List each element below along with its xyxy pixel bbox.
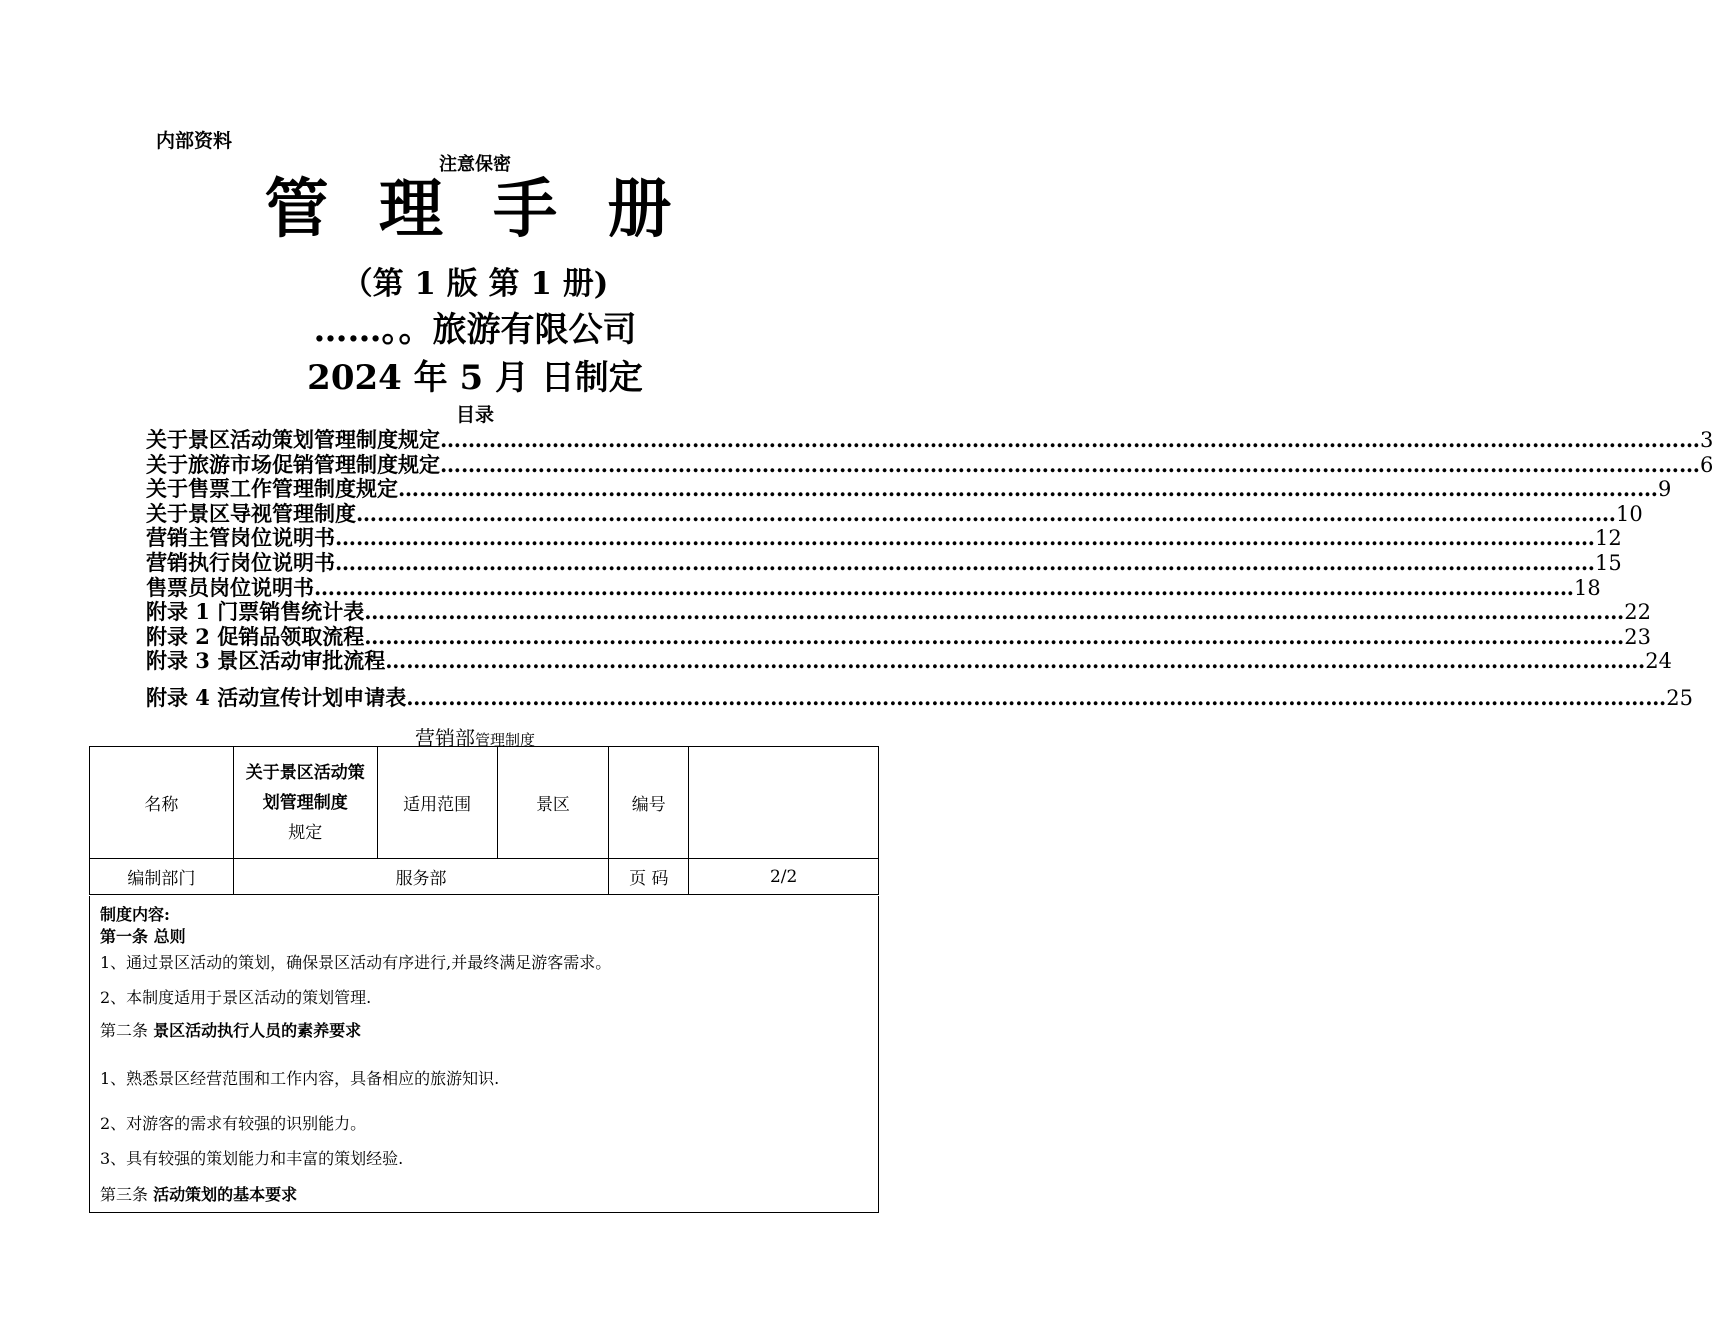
article-1-title: 第一条 总则 <box>100 927 186 946</box>
toc-item-label: 营销执行岗位说明书 <box>146 549 335 575</box>
toc-item-page: 3 <box>1700 428 1713 452</box>
compiling-dept-label: 编制部门 <box>90 859 234 895</box>
toc-item <box>146 522 1622 551</box>
toc-leader-dots: ……………………………………………………………………………………………………………………………………………………………… <box>356 500 1616 526</box>
content-heading: 制度内容: <box>100 905 170 924</box>
scope-value: 景区 <box>497 747 609 859</box>
toc-leader-dots: ……………………………………………………………………………………………………………………………………………………………… <box>314 574 1574 600</box>
toc-leader-dots: ……………………………………………………………………………………………………………………………………………………………… <box>440 451 1700 477</box>
number-label: 编号 <box>609 747 689 859</box>
page-label: 页 码 <box>609 859 689 895</box>
article-1-item-1: 1、通过景区活动的策划，确保景区活动有序进行,并最终满足游客需求。 <box>100 953 612 972</box>
toc-item-label: 附录 2 促销品领取流程 <box>146 623 365 649</box>
toc-item <box>146 449 1713 477</box>
name-label: 名称 <box>90 747 234 859</box>
toc-item-label: 附录 4 活动宣传计划申请表 <box>146 684 407 710</box>
document-name-main: 关于景区活动策划管理制度 <box>245 762 365 813</box>
confidential-label: 注意保密 <box>439 154 511 175</box>
toc-item-label: 关于售票工作管理制度规定 <box>146 476 398 502</box>
toc-leader-dots: ……………………………………………………………………………………………………………………………………………………………… <box>406 684 1667 710</box>
number-value <box>689 747 879 859</box>
toc-item <box>146 498 1643 526</box>
toc-item-label: 关于景区导视管理制度 <box>146 500 356 526</box>
toc-item-page: 18 <box>1574 575 1601 600</box>
toc-item <box>146 596 1651 625</box>
toc-item-label: 关于景区活动策划管理制度规定 <box>146 427 440 452</box>
toc-item-label: 售票员岗位说明书 <box>146 574 314 600</box>
toc-item <box>146 682 1693 710</box>
toc-item-label: 营销主管岗位说明书 <box>146 525 335 551</box>
page-value: 2/2 <box>689 859 879 895</box>
toc-leader-dots: ……………………………………………………………………………………………………………………………………………………………… <box>364 623 1625 649</box>
toc-leader-dots: ……………………………………………………………………………………………………………………………………………………………… <box>398 476 1658 502</box>
toc-leader-dots: ……………………………………………………………………………………………………………………………………………………………… <box>440 427 1700 452</box>
table-of-contents <box>146 424 1713 710</box>
toc-item <box>146 645 1672 674</box>
issue-date: 2024 年 5 月 日制定 <box>307 358 643 398</box>
article-2-heading: 景区活动执行人员的素养要求 <box>153 1021 362 1040</box>
article-3-title <box>100 1182 297 1205</box>
toc-item-label: 附录 1 门票销售统计表 <box>146 599 365 625</box>
internal-material-label: 内部资料 <box>156 130 233 152</box>
article-2-item-1: 1、熟悉景区经营范围和工作内容，具备相应的旅游知识. <box>100 1069 500 1088</box>
article-1-item-2: 2、本制度适用于景区活动的策划管理. <box>100 988 372 1007</box>
toc-leader-dots: ……………………………………………………………………………………………………………………………………………………………… <box>335 525 1595 551</box>
toc-leader-dots: ……………………………………………………………………………………………………………………………………………………………… <box>335 549 1595 575</box>
toc-item-page: 23 <box>1624 624 1651 649</box>
toc-item-page: 12 <box>1595 526 1622 551</box>
toc-item <box>146 621 1651 649</box>
article-3-heading: 活动策划的基本要求 <box>153 1185 298 1204</box>
toc-item <box>146 572 1601 600</box>
toc-leader-dots: ……………………………………………………………………………………………………………………………………………………………… <box>364 599 1625 625</box>
document-name <box>233 747 377 859</box>
toc-item-page: 22 <box>1624 600 1651 625</box>
toc-item-page: 25 <box>1666 685 1693 710</box>
page-title: 管 理 手 册 <box>264 172 686 247</box>
department-name: 营销部 <box>414 726 475 750</box>
toc-item <box>146 473 1672 502</box>
toc-item-label: 关于旅游市场促销管理制度规定 <box>146 451 440 477</box>
article-3-prefix: 第三条 <box>100 1185 154 1204</box>
toc-item <box>146 547 1622 575</box>
toc-item-page: 6 <box>1700 452 1713 477</box>
company-name: ……。。旅游有限公司 <box>313 310 637 350</box>
toc-item-page: 9 <box>1658 477 1672 502</box>
article-2-prefix: 第二条 <box>100 1021 154 1040</box>
toc-item-page: 24 <box>1645 649 1672 674</box>
toc-leader-dots: ……………………………………………………………………………………………………………………………………………………………… <box>385 648 1646 674</box>
document-name-tail: 规定 <box>288 822 323 843</box>
section-suffix: 管理制度 <box>474 731 535 749</box>
toc-item-label: 附录 3 景区活动审批流程 <box>146 648 386 674</box>
document-info-table <box>89 746 879 895</box>
toc-item-page: 10 <box>1616 501 1643 526</box>
article-2-title <box>100 1018 361 1041</box>
edition-label: （第 1 版 第 1 册) <box>341 266 609 302</box>
article-2-item-2: 2、对游客的需求有较强的识别能力。 <box>100 1114 367 1133</box>
article-2-item-3: 3、具有较强的策划能力和丰富的策划经验. <box>100 1149 404 1168</box>
toc-item-page: 15 <box>1595 550 1622 575</box>
toc-title: 目录 <box>455 404 494 426</box>
compiling-dept-value: 服务部 <box>233 859 609 895</box>
toc-item <box>146 424 1713 452</box>
regulation-content <box>89 896 879 1213</box>
scope-label: 适用范围 <box>377 747 497 859</box>
